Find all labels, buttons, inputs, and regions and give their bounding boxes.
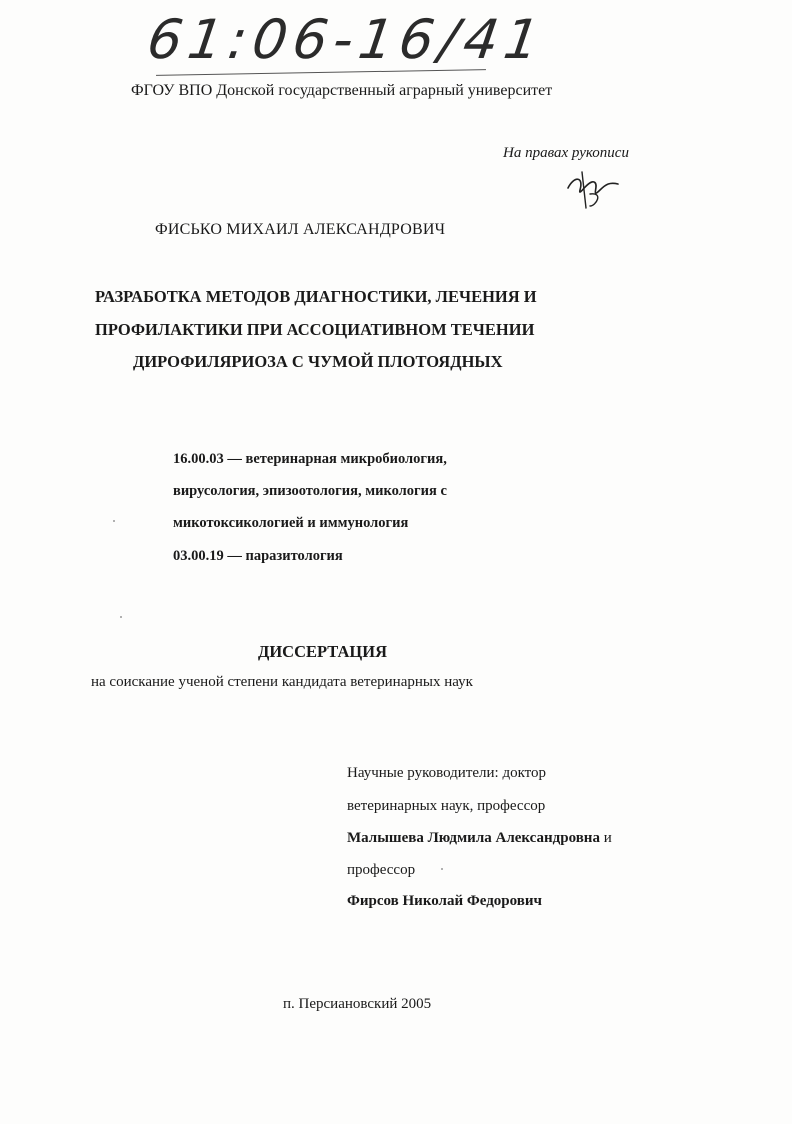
author-name: ФИСЬКО МИХАИЛ АЛЕКСАНДРОВИЧ — [155, 221, 446, 238]
specialty-line-1: 16.00.03 — ветеринарная микробиология, — [173, 451, 447, 467]
advisor-1-conjunction: и — [599, 830, 612, 846]
manuscript-rights-note: На правах рукописи — [503, 145, 629, 161]
signature-icon — [560, 160, 630, 210]
advisors-line-4: профессор — [347, 862, 416, 878]
advisors-line-1: Научные руководители: доктор — [347, 765, 547, 781]
place-and-year: п. Персиановский 2005 — [283, 996, 432, 1012]
specialty-line-3: микотоксикологией и иммунология — [173, 515, 409, 531]
specialty-line-2: вирусология, эпизоотология, микология с — [173, 483, 447, 499]
advisor-2-name: Фирсов Николай Федорович — [347, 893, 542, 909]
institution-name: ФГОУ ВПО Донской государственный аграрный университет — [131, 82, 553, 99]
thesis-title-line-3: ДИРОФИЛЯРИОЗА С ЧУМОЙ ПЛОТОЯДНЫХ — [133, 352, 503, 371]
scan-speck — [441, 868, 443, 870]
advisor-1-name: Малышева Людмила Александровна — [347, 830, 600, 846]
dissertation-subtitle: на соискание ученой степени кандидата ветеринарных наук — [91, 674, 473, 690]
thesis-title-line-1: РАЗРАБОТКА МЕТОДОВ ДИАГНОСТИКИ, ЛЕЧЕНИЯ И — [95, 287, 537, 306]
handwritten-catalog-code: 61:06-16/41 — [143, 8, 550, 71]
dissertation-heading: ДИССЕРТАЦИЯ — [258, 642, 387, 661]
specialty-line-4: 03.00.19 — паразитология — [173, 548, 343, 564]
advisors-line-2: ветеринарных наук, профессор — [347, 798, 546, 814]
advisor-1-line — [347, 830, 612, 847]
thesis-title-line-2: ПРОФИЛАКТИКИ ПРИ АССОЦИАТИВНОМ ТЕЧЕНИИ — [95, 320, 535, 339]
scan-speck — [120, 616, 122, 618]
scan-speck — [113, 520, 115, 522]
